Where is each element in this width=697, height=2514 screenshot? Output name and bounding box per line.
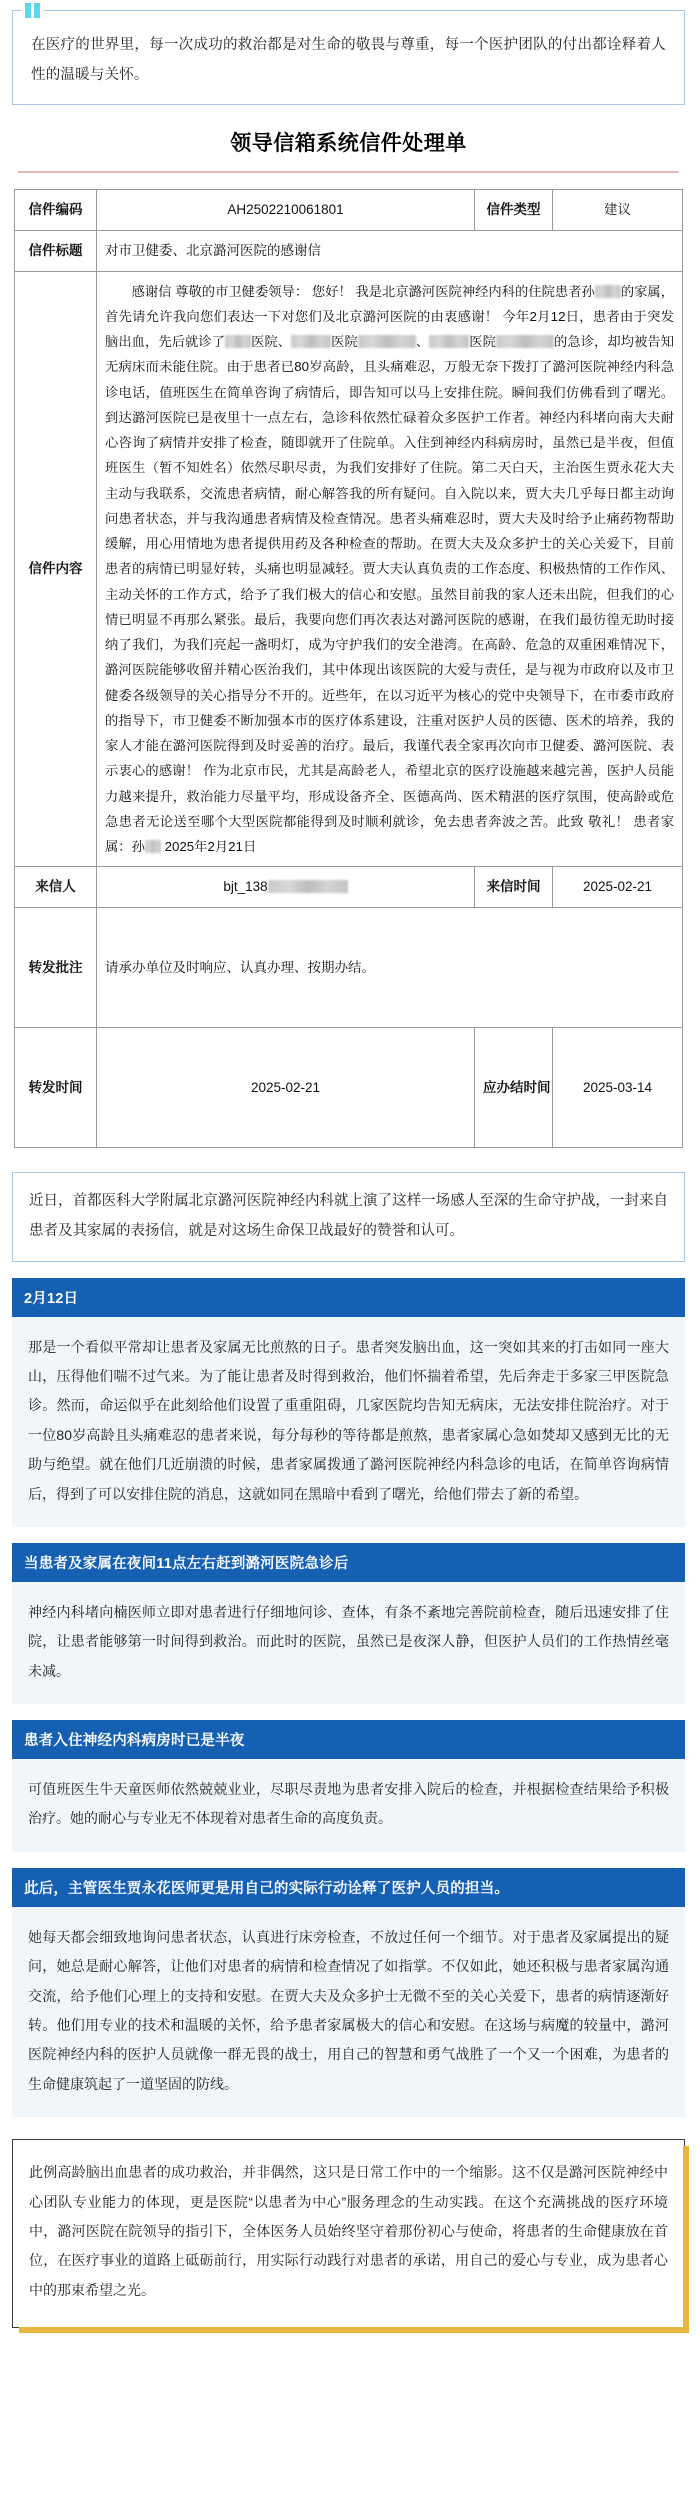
table-row: [15, 908, 683, 1028]
sender-value-text: bjt_138: [223, 879, 268, 895]
sender-label: 来信人: [15, 867, 97, 908]
content-label: 信件内容: [15, 271, 97, 867]
section-heading: 当患者及家属在夜间11点左右赶到潞河医院急诊后: [12, 1543, 685, 1582]
intro-quote-box: [12, 10, 685, 105]
content-part-2: 的家属，首先请允许我向您们表达一下对您们及北京潞河医院的由衷感谢！ 今年2月12日，患者由于突发脑出血，先后就诊了: [105, 283, 675, 350]
code-value: AH2502210061801: [97, 190, 475, 231]
section-body: 神经内科堵向楠医师立即对患者进行仔细地问诊、查体，有条不紊地完善院前检查，随后迅速安排了住院，让患者能够第一时间得到救治。而此时的医院，虽然已是夜深人静，但医护人员们的工作热情丝毫未减。: [12, 1582, 685, 1704]
page-root: [0, 10, 697, 2328]
due-time-label: 应办结时间: [475, 1028, 553, 1148]
section-heading: 此后，主管医生贾永花医师更是用自己的实际行动诠释了医护人员的担当。: [12, 1868, 685, 1907]
content-part-7: 的急诊，却均被告知无病床而未能住院。由于患者已80岁高龄，且头痛难忍，万般无奈下拨打了潞河医院神经内科急诊电话，值班医生在简单咨询了病情后，即告知可以马上安排住院。瞬间我们仿佛看到了曙光。到达潞河医院已是夜里十一点左右，急诊科依然忙碌着众多医护工作者。神经内科堵向南大夫耐心咨询了病情并安排了检查，随即就开了住院单。入住到神经内科病房时，虽然已是半夜，但值班医生（暂不知姓名）依然尽职尽责，为我们安排好了住院。第二天白天，主治医生贾永花大夫主动与我联系，交流患者病情，耐心解答我的所有疑问。自入院以来，贾大夫几乎每日都主动询问患者状态，并与我沟通患者病情及检查情况。患者头痛难忍时，贾大夫及时给予止痛药物帮助缓解，用心用情地为患者提供用药及各种检查的帮助。在贾大夫及众多护士的关心关爱下，目前患者的病情已明显好转，头痛也明显减轻。贾大夫认真负责的工作态度、积极热情的工作作风、主动关怀的工作方式，给予了我们极大的信心和安慰。虽然目前我的家人还未出院，但我们的心情已明显不再那么紧张。最后，我要向您们再次表达对潞河医院的感谢，在我们最彷徨无助时接纳了我们，为我们亮起一盏明灯，成为守护我们的安全港湾。在高龄、危急的双重困难情况下，潞河医院能够收留并精心医治我们，其中体现出该医院的大爱与责任，是与视为市政府以及市卫健委各级领导的关心指导分不开的。近些年，在以习近平为核心的党中央领导下，在市委市政府的指导下，市卫健委不断加强本市的医疗体系建设，注重对医护人员的医德、医术的培养，我的家人才能在潞河医院得到及时妥善的治疗。最后，我谨代表全家再次向市卫健委、潞河医院、表示衷心的感谢！ 作为北京市民，尤其是高龄老人，希望北京的医疗设施越来越完善，医护人员能力越来提升，救治能力尽量平均，形成设备齐全、医德高尚、医术精湛的医疗氛围，使高龄或危急患者无论送至哪个大型医院都能得到及时顺利就诊，免去患者奔波之苦。此致 敬礼！ 患者家属：孙: [105, 334, 675, 855]
intro-text: 在医疗的世界里，每一次成功的救治都是对生命的敬畏与尊重，每一个医护团队的付出都诠释着人性的温暖与关怀。: [31, 37, 666, 83]
table-row: [15, 271, 683, 867]
redaction-block: [145, 840, 161, 853]
forward-time-label: 转发时间: [15, 1028, 97, 1148]
redaction-block: [595, 285, 621, 298]
section-body: 那是一个看似平常却让患者及家属无比煎熬的日子。患者突发脑出血，这一突如其来的打击如同一座大山，压得他们喘不过气来。为了能让患者及时得到救治，他们怀揣着希望，先后奔走于多家三甲医院急诊。然而，命运似乎在此刻给他们设置了重重阻碍，几家医院均告知无病床，无法安排住院治疗。对于一位80岁高龄且头痛难忍的患者来说，每分每秒的等待都是煎熬，患者家属心急如焚却又感到无比的无助与绝望。就在他们几近崩溃的时候，患者家属拨通了潞河医院神经内科急诊的电话，在简单咨询病情后，得到了可以安排住院的消息，这就如同在黑暗中看到了曙光，给他们带去了新的希望。: [12, 1317, 685, 1527]
section-3: [12, 1868, 685, 2117]
content-part-5: 、: [415, 334, 430, 350]
type-value: 建议: [553, 190, 683, 231]
content-part-4: 医院: [331, 334, 358, 350]
type-label: 信件类型: [475, 190, 553, 231]
table-row: [15, 190, 683, 231]
forward-note-label: 转发批注: [15, 908, 97, 1028]
due-time-value: 2025-03-14: [553, 1028, 683, 1148]
subject-value: 对市卫健委、北京潞河医院的感谢信: [97, 231, 683, 272]
table-row: [15, 231, 683, 272]
section-1: [12, 1543, 685, 1704]
forward-time-value: 2025-02-21: [97, 1028, 475, 1148]
letter-processing-table: [14, 189, 683, 1148]
lead-text: 近日，首都医科大学附属北京潞河医院神经内科就上演了这样一场感人至深的生命守护战，一封来自患者及其家属的表扬信，就是对这场生命保卫战最好的赞誉和认可。: [29, 1193, 668, 1239]
quote-mark-icon: [21, 3, 44, 18]
table-row: [15, 1028, 683, 1148]
section-body: 可值班医生牛天童医师依然兢兢业业，尽职尽责地为患者安排入院后的检查，并根据检查结果给予积极治疗。她的耐心与专业无不体现着对患者生命的高度负责。: [12, 1759, 685, 1852]
section-2: [12, 1720, 685, 1852]
content-part-3: 医院、: [251, 334, 292, 350]
letter-form-wrap: [0, 189, 697, 1158]
redaction-block: [225, 335, 251, 348]
page-title: 领导信箱系统信件处理单: [230, 132, 467, 156]
content-part-1: 感谢信 尊敬的市卫健委领导： 您好！ 我是北京潞河医院神经内科的住院患者孙: [131, 283, 595, 299]
closing-box: [12, 2139, 685, 2328]
subject-label: 信件标题: [15, 231, 97, 272]
redaction-block: [496, 335, 554, 348]
redaction-block: [358, 335, 416, 348]
section-heading: 患者入住神经内科病房时已是半夜: [12, 1720, 685, 1759]
section-body: 她每天都会细致地询问患者状态，认真进行床旁检查，不放过任何一个细节。对于患者及家属提出的疑问，她总是耐心解答，让他们对患者的病情和检查情况了如指掌。不仅如此，她还积极与患者家属沟通交流，给予他们心理上的支持和安慰。在贾大夫及众多护士无微不至的关心关爱下，患者的病情逐渐好转。他们用专业的技术和温暖的关怀，给予患者家属极大的信心和安慰。在这场与病魔的较量中，潞河医院神经内科的医护人员就像一群无畏的战士，用自己的智慧和勇气战胜了一个又一个困难，为患者的生命健康筑起了一道坚固的防线。: [12, 1907, 685, 2117]
title-divider: [18, 171, 679, 173]
section-0: [12, 1278, 685, 1527]
table-row: [15, 867, 683, 908]
redaction-block: [291, 335, 331, 348]
content-part-6: 医院: [469, 334, 496, 350]
redaction-block: [268, 880, 348, 893]
forward-note-value: 请承办单位及时响应、认真办理、按期办结。: [97, 908, 683, 1028]
lead-paragraph-box: [12, 1172, 685, 1261]
code-label: 信件编码: [15, 190, 97, 231]
sender-time-value: 2025-02-21: [553, 867, 683, 908]
section-heading: 2月12日: [12, 1278, 685, 1317]
content-part-8: 2025年2月21日: [164, 839, 257, 855]
sender-value: [97, 867, 475, 908]
redaction-block: [429, 335, 469, 348]
sender-time-label: 来信时间: [475, 867, 553, 908]
closing-text: 此例高龄脑出血患者的成功救治，并非偶然，这只是日常工作中的一个缩影。这不仅是潞河医院神经中心团队专业能力的体现，更是医院“以患者为中心”服务理念的生动实践。在这个充满挑战的医疗环境中，潞河医院在院领导的指引下，全体医务人员始终坚守着那份初心与使命，将患者的生命健康放在首位，在医疗事业的道路上砥砺前行，用实际行动践行对患者的承诺，用自己的爱心与专业，成为患者心中的那束希望之光。: [29, 2164, 668, 2298]
content-value: [97, 271, 683, 867]
